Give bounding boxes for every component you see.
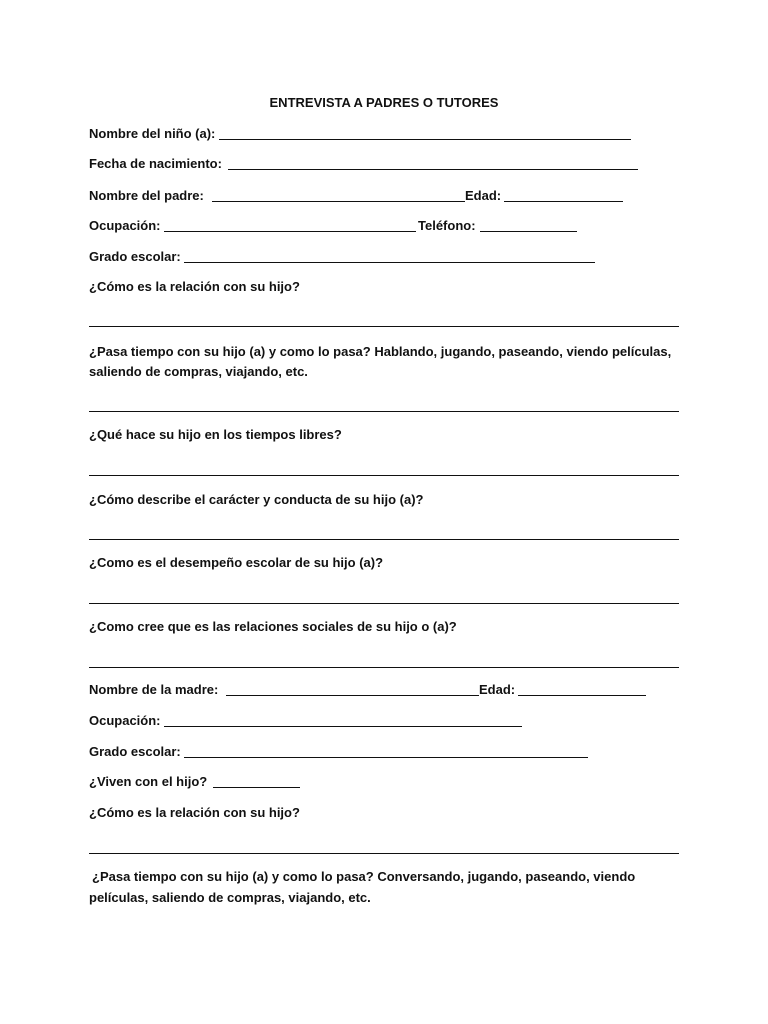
father-grade-label: Grado escolar: [89, 249, 181, 264]
answer-line[interactable] [89, 475, 679, 476]
father-occupation-blank[interactable] [164, 231, 416, 232]
mother-occupation-label: Ocupación: [89, 713, 161, 728]
answer-line[interactable] [89, 326, 679, 327]
live-with-child-blank[interactable] [213, 787, 300, 788]
mother-occupation-blank[interactable] [164, 726, 522, 727]
answer-line[interactable] [89, 667, 679, 668]
mother-name-blank[interactable] [226, 695, 479, 696]
question-time-line2: saliendo de compras, viajando, etc. [89, 364, 308, 379]
form-title: ENTREVISTA A PADRES O TUTORES [269, 95, 499, 110]
question-relationship-mother: ¿Cómo es la relación con su hijo? [89, 805, 300, 820]
father-occupation-label: Ocupación: [89, 218, 161, 233]
live-with-child-label: ¿Viven con el hijo? [89, 774, 208, 789]
question-time-line1: ¿Pasa tiempo con su hijo (a) y como lo pasa? Hablando, jugando, paseando, viendo películas, [89, 344, 672, 359]
question-relationship: ¿Cómo es la relación con su hijo? [89, 279, 300, 294]
child-name-label: Nombre del niño (a): [89, 126, 216, 141]
answer-line[interactable] [89, 603, 679, 604]
father-age-blank[interactable] [504, 201, 623, 202]
answer-line[interactable] [89, 539, 679, 540]
question-free-time: ¿Qué hace su hijo en los tiempos libres? [89, 427, 342, 442]
question-social-relations: ¿Como cree que es las relaciones sociales de su hijo o (a)? [89, 619, 457, 634]
mother-grade-blank[interactable] [184, 757, 588, 758]
child-name-blank[interactable] [219, 139, 631, 140]
question-character: ¿Cómo describe el carácter y conducta de su hijo (a)? [89, 492, 424, 507]
birth-date-blank[interactable] [228, 169, 638, 170]
answer-line[interactable] [89, 853, 679, 854]
mother-grade-label: Grado escolar: [89, 744, 181, 759]
father-grade-blank[interactable] [184, 262, 595, 263]
father-name-label: Nombre del padre: [89, 188, 204, 203]
answer-line[interactable] [89, 411, 679, 412]
mother-age-label: Edad: [479, 682, 516, 697]
question-school-performance: ¿Como es el desempeño escolar de su hijo (a)? [89, 555, 384, 570]
question-time-mother-line2: películas, saliendo de compras, viajando, etc. [89, 890, 371, 905]
father-name-blank[interactable] [212, 201, 465, 202]
father-phone-label: Teléfono: [418, 218, 476, 233]
mother-name-label: Nombre de la madre: [89, 682, 219, 697]
mother-age-blank[interactable] [518, 695, 646, 696]
birth-date-label: Fecha de nacimiento: [89, 156, 222, 171]
father-age-label: Edad: [465, 188, 502, 203]
father-phone-blank[interactable] [480, 231, 577, 232]
question-time-mother-line1: ¿Pasa tiempo con su hijo (a) y como lo pasa? Conversando, jugando, paseando, viendo [92, 869, 636, 884]
